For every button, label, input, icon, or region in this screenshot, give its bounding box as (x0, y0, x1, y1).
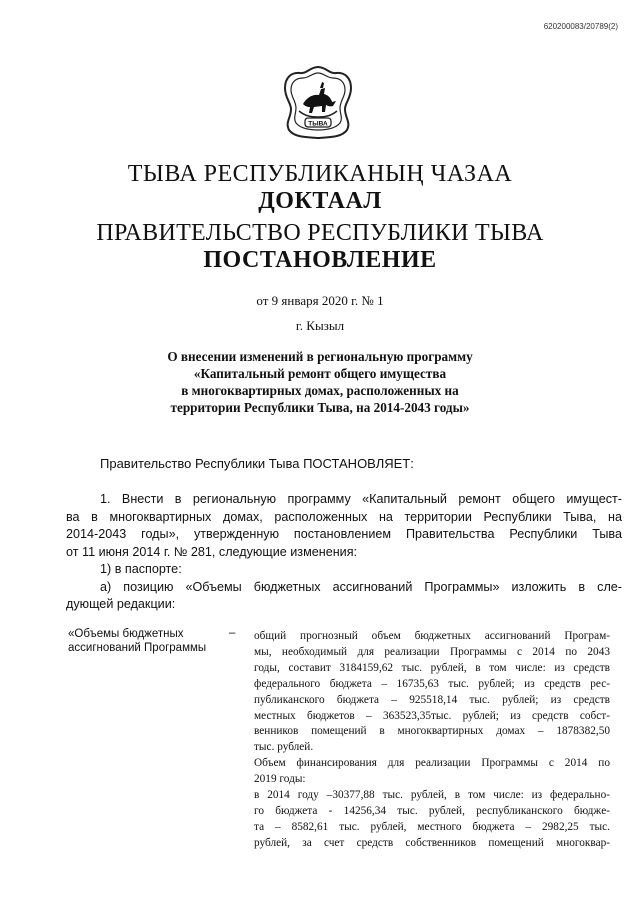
table-right-line: в 2014 году –30377,88 тыс. рублей, в том числе: из федерально- (254, 789, 610, 802)
table-right-line: тыс. рублей. (254, 741, 314, 754)
table-dash: – (229, 627, 236, 639)
table-right-line: федерального бюджета – 16735,63 тыс. рублей; из средств рес- (254, 677, 610, 690)
table-right-line: венников помещений в многоквартирных домах – 1878382,50 (254, 725, 610, 738)
body-line: дующей редакции: (66, 597, 176, 611)
decree-statement: Правительство Республики Тыва ПОСТАНОВЛЯЕТ: (100, 456, 414, 471)
table-right-line: рублей, за счет средств собственников помещений многоквар- (254, 836, 610, 849)
table-right-line: местных бюджетов – 363523,35тыс. рублей; из средств собст- (254, 709, 610, 722)
russian-document-type: ПОСТАНОВЛЕНИЕ (203, 247, 437, 273)
table-right-line: публиканского бюджета – 925518,14 тыс. рублей; из средств (254, 693, 610, 706)
table-right-line: та – 8582,61 тыс. рублей, местного бюджета – 2982,25 тыс. (254, 820, 610, 833)
body-line: а) позицию «Объемы бюджетных ассигнований Программы» изложить в сле- (100, 579, 622, 594)
title-line: в многоквартирных домах, расположенных на (181, 383, 459, 398)
emblem-text: ТЫВА (308, 120, 328, 128)
table-right-line: общий прогнозный объем бюджетных ассигнований Програм- (254, 630, 610, 642)
table-right-line: годы, составит 3184159,62 тыс. рублей, в том числе: из средств (254, 661, 610, 674)
table-left-line: ассигнований Программы (68, 642, 207, 654)
title-line: «Капитальный ремонт общего имущества (193, 366, 447, 381)
table-right-line: Объем финансирования для реализации Программы с 2014 по (254, 757, 610, 770)
body-text (66, 491, 622, 614)
russian-government-heading: ПРАВИТЕЛЬСТВО РЕСПУБЛИКИ ТЫВА (96, 220, 544, 246)
body-line: 1) в паспорте: (100, 562, 182, 576)
body-line: от 11 июня 2014 г. № 281, следующие изменения: (66, 544, 358, 559)
title-line: О внесении изменений в региональную программу (167, 349, 473, 364)
table-right-line: го бюджета - 14256,34 тыс. рублей, республиканского бюджe- (254, 804, 610, 817)
body-line: ва в многоквартирных домах, расположенных на территории Республики Тыва, на (66, 509, 622, 524)
table-right-line: 2019 годы: (254, 773, 306, 786)
table-right-line: мы, необходимый для реализации Программы с 2014 по 2043 (254, 645, 610, 658)
body-line: 1. Внести в региональную программу «Капитальный ремонт общего имущест- (100, 492, 622, 506)
table-left-column (68, 627, 238, 655)
document-number: 620200083/20789(2) (543, 22, 618, 31)
tuvan-document-type: ДОКТААЛ (258, 188, 382, 214)
document-date: от 9 января 2020 г. № 1 (256, 293, 384, 308)
tuva-coat-of-arms-icon (281, 64, 355, 140)
tuvan-government-heading: ТЫВА РЕСПУБЛИКАНЫҢ ЧАЗАА (127, 161, 513, 187)
document-city: г. Кызыл (295, 318, 345, 333)
table-right-column (254, 629, 610, 852)
document-title (0, 348, 640, 416)
body-line: 2014-2043 годы», утвержденную постановлением Правительства Республики Тыва (66, 527, 622, 541)
title-line: территории Республики Тыва, на 2014-2043 годы» (170, 400, 470, 415)
table-left-line: «Объемы бюджетных (68, 628, 184, 640)
